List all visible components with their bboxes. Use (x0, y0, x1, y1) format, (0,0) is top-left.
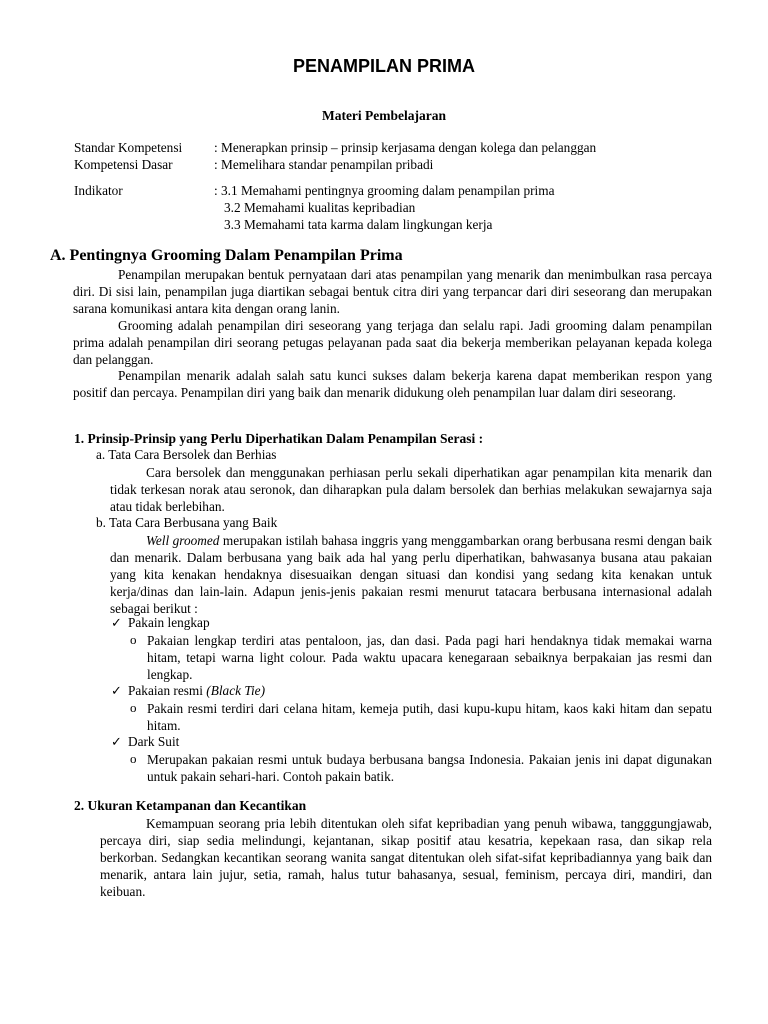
check-item-detail: Pakain resmi terdiri dari celana hitam, kemeja putih, dasi kupu-kupu hitam, kaos kaki hitam dan sepatu hitam. (147, 701, 712, 733)
meta-label: Kompetensi Dasar (74, 157, 173, 172)
paragraph: Cara bersolek dan menggunakan perhiasan perlu sekali diperhatikan agar penampilan kita menarik dan tidak terkesan norak atau seronok, dan diharapkan pula dalam bersolek dan berhias melakukan sewajarnya saja atau tidak berlebihan. (110, 465, 712, 514)
meta-label: Indikator (74, 183, 123, 198)
paragraph: Penampilan merupakan bentuk pernyataan dari atas penampilan yang menarik dan menimbulkan rasa percaya diri. Di sisi lain, penampilan juga diartikan sebagai bentuk citra diri yang terpancar dari diri seseorang dan merupakan sarana komunikasi antara kita dengan orang lanin. (73, 267, 712, 316)
paragraph: Kemampuan seorang pria lebih ditentukan oleh sifat kepribadian yang penuh wibawa, tangggungjawab, percaya diri, siap sedia melindungi, kejantanan, sikap positif atau kesatria, kepekaan rasa, dan sikap rela berkorban. Sedangkan kecantikan seorang wanita sangat ditentukan oleh sifat-sifat kepribadiannya yang baik dan menarik, antara lain jujur, setia, ramah, halus tutur bahasanya, sesual, feminism, percaya diri, mandiri, dan keibuan. (100, 816, 712, 899)
check-item-label: Pakain lengkap (128, 615, 210, 630)
document-subtitle: Materi Pembelajaran (321, 108, 447, 123)
meta-value: : Menerapkan prinsip – prinsip kerjasama dengan kolega dan pelanggan (214, 140, 597, 155)
check-item-detail: Merupakan pakaian resmi untuk budaya berbusana bangsa Indonesia. Pakaian jenis ini dapat digunakan untuk pakain sehari-hari. Contoh pakain batik. (147, 752, 712, 784)
point-1-heading: 1. Prinsip-Prinsip yang Perlu Diperhatikan Dalam Penampilan Serasi : (74, 431, 484, 446)
circle-bullet-icon: o (130, 632, 137, 647)
paragraph-text: merupakan istilah bahasa inggris yang menggambarkan orang berbusana resmi dengan baik dan menarik. Dalam berbusana yang baik ada hal yang perlu diperhatikan, bahwasanya busana atau pakaian yang kita kenakan hendaknya disesuaikan dengan situasi dan kondisi yang sedang kita kenakan untuk kerja/dinas dan lain-lain. Adapun jenis-jenis pakaian resmi menurut tatacara berbusana internasional adalah sebagai berikut : (110, 533, 713, 616)
check-icon: ✓ (111, 683, 122, 698)
sub-heading-a: a. Tata Cara Bersolek dan Berhias (96, 447, 277, 462)
check-item-label-italic: (Black Tie) (206, 683, 266, 698)
section-a-heading: A. Pentingnya Grooming Dalam Penampilan Prima (50, 247, 403, 264)
document-title: PENAMPILAN PRIMA (292, 56, 475, 76)
circle-bullet-icon: o (130, 751, 137, 766)
meta-label: Standar Kompetensi (74, 140, 183, 155)
meta-value: : Memelihara standar penampilan pribadi (214, 157, 434, 172)
paragraph: Penampilan menarik adalah salah satu kunci sukses dalam bekerja karena dapat memberikan respon yang positif dan percaya. Penampilan diri yang baik dan menarik didukung oleh penampilan luar dalam diri seseorang. (73, 368, 712, 400)
check-item-label-text: Pakaian resmi (128, 683, 207, 698)
indikator-item: 3.3 Memahami tata karma dalam lingkungan kerja (224, 217, 493, 232)
sub-heading-b: b. Tata Cara Berbusana yang Baik (96, 515, 278, 530)
check-icon: ✓ (111, 734, 122, 749)
check-item-label (128, 683, 265, 699)
circle-bullet-icon: o (130, 700, 137, 715)
indikator-item: : 3.1 Memahami pentingnya grooming dalam penampilan prima (214, 183, 555, 198)
paragraph: Grooming adalah penampilan diri seseorang yang terjaga dan selalu rapi. Jadi grooming dalam penampilan prima adalah penampilan diri seorang petugas pelayanan pada saat dia bekerja memberikan pelayanan kepada kolega dan pelanggan. (73, 318, 712, 367)
point-2-heading: 2. Ukuran Ketampanan dan Kecantikan (74, 798, 307, 813)
indikator-item: 3.2 Memahami kualitas kepribadian (224, 200, 416, 215)
italic-term: Well groomed (146, 533, 220, 548)
check-item-detail: Pakaian lengkap terdiri atas pentaloon, jas, dan dasi. Pada pagi hari hendaknya tidak memakai warna hitam, tetapi warna light colour. Pada waktu upacara kenegaraan sebaiknya berpakaian jas resmi dan lengkap. (147, 633, 712, 682)
check-icon: ✓ (111, 615, 122, 630)
check-item-label: Dark Suit (128, 734, 180, 749)
paragraph (110, 532, 712, 617)
